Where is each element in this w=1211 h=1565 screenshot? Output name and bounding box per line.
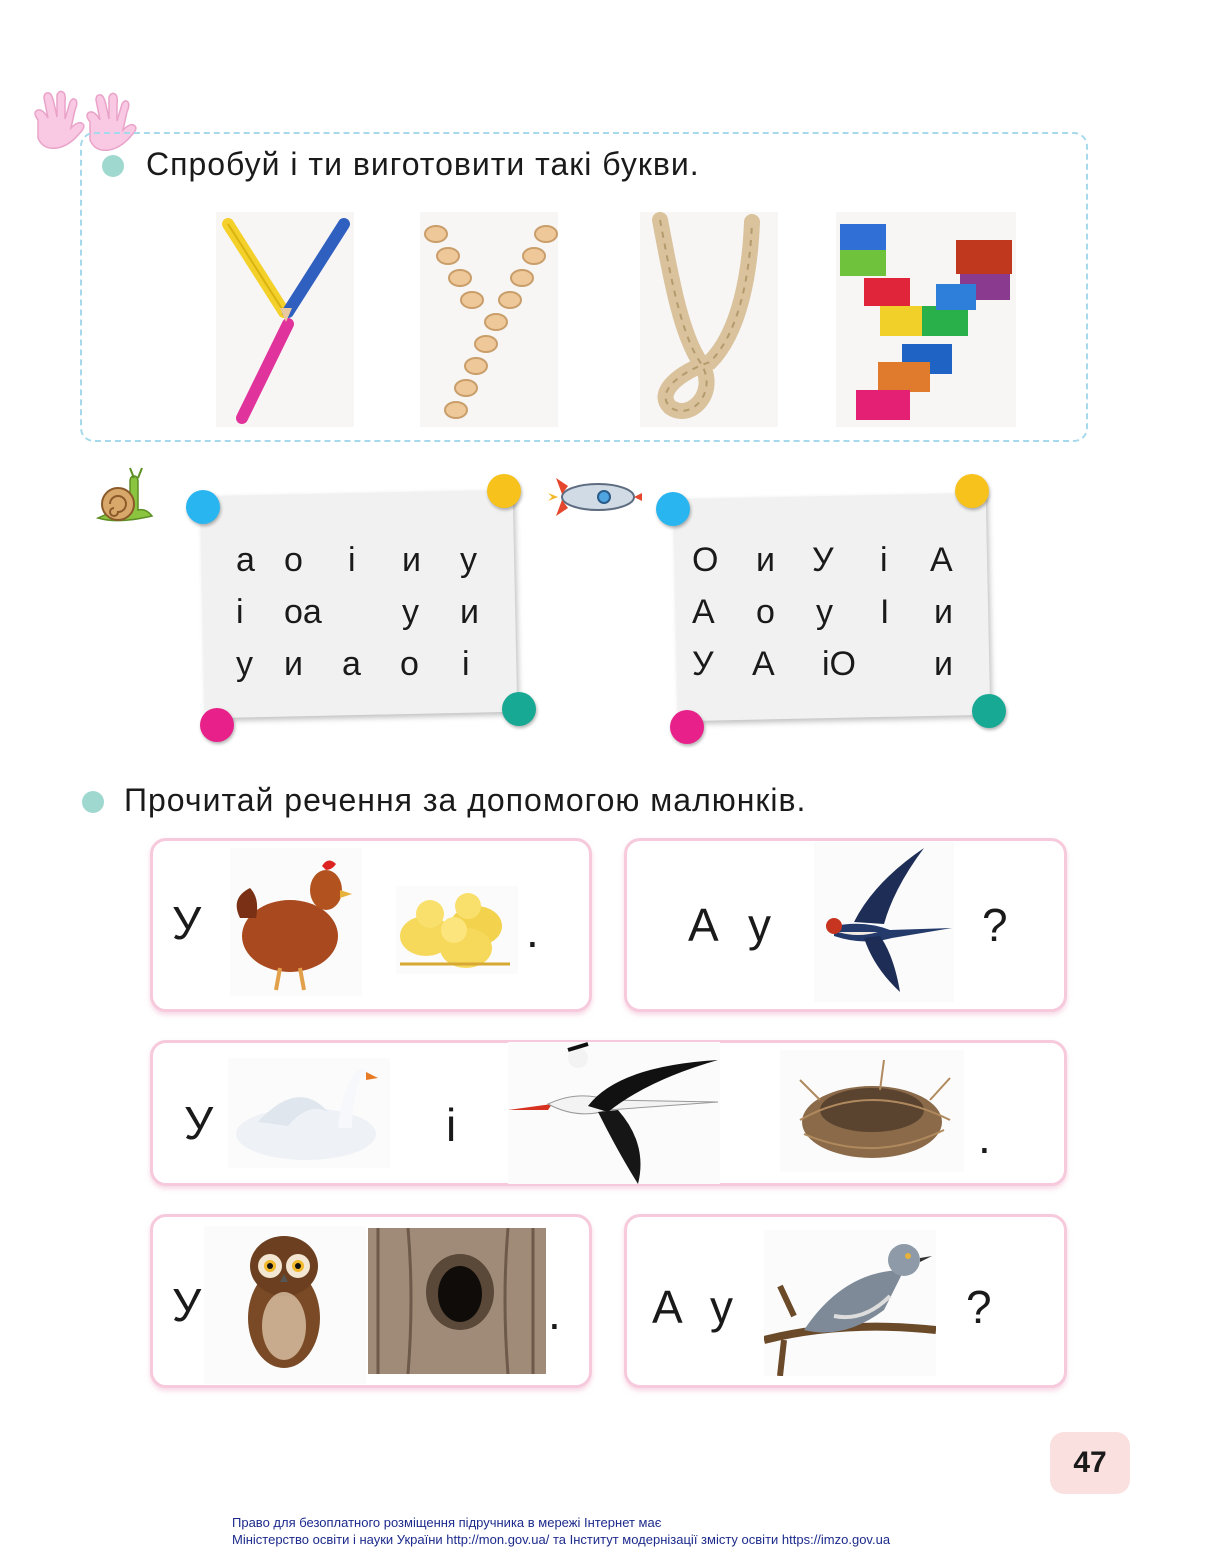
grid-letter: и xyxy=(460,593,479,631)
nest-image xyxy=(780,1050,964,1172)
grid-letter: О xyxy=(692,541,719,579)
sentence-end: ? xyxy=(982,899,1008,951)
sentence-word: у xyxy=(710,1281,733,1333)
grid-letter: и xyxy=(756,541,775,579)
rocket-icon xyxy=(548,474,644,520)
bullet-dot xyxy=(82,791,104,813)
bullet-dot xyxy=(102,155,124,177)
grid-letter: І xyxy=(880,593,890,631)
grid-letter: у xyxy=(236,645,253,683)
grid-letter: і xyxy=(462,645,470,683)
sentence-word: У xyxy=(172,1279,202,1331)
swallow-image xyxy=(814,842,954,1002)
grid-letter: У xyxy=(812,541,834,579)
sentence-end: ? xyxy=(966,1281,992,1333)
grid-letter: у xyxy=(402,593,419,631)
grid-letter: у xyxy=(816,593,833,631)
pasta-letter-image xyxy=(420,212,558,427)
hen-image xyxy=(230,848,362,996)
read-instruction: Прочитай речення за допомогою малюнків. xyxy=(124,782,807,818)
pin-yellow xyxy=(487,474,521,508)
grid-letter: А xyxy=(930,541,953,579)
stork-image xyxy=(508,1042,720,1184)
tree-hollow-image xyxy=(368,1228,546,1374)
sentence-word: А xyxy=(688,899,719,951)
footer-line-1: Право для безоплатного розміщення підручника в мережі Інтернет має xyxy=(232,1515,662,1530)
grid-letter: и xyxy=(402,541,421,579)
sentence-word: А xyxy=(652,1281,683,1333)
craft-instruction: Спробуй і ти виготовити такі букви. xyxy=(146,146,700,182)
pin-blue xyxy=(186,490,220,524)
pencil-letter-image xyxy=(216,212,354,427)
cuckoo-image xyxy=(764,1230,936,1376)
lego-letter-image xyxy=(836,212,1016,427)
snail-icon xyxy=(94,466,158,526)
grid-letter: о xyxy=(284,541,303,579)
sentence-end: . xyxy=(978,1111,991,1163)
grid-letter: А xyxy=(692,593,715,631)
grid-letter: о xyxy=(756,593,775,631)
grid-letter: у xyxy=(460,541,477,579)
sentence-end: . xyxy=(548,1287,561,1339)
grid-letter: і xyxy=(236,593,244,631)
grid-letter: и xyxy=(934,593,953,631)
grid-letter: і xyxy=(348,541,356,579)
sentence-word: і xyxy=(446,1099,457,1151)
grid-letter: и xyxy=(284,645,303,683)
grid-letter: и xyxy=(934,645,953,683)
grid-letter: а xyxy=(342,645,361,683)
chicks-image xyxy=(396,886,518,974)
sentence-word: у xyxy=(748,899,771,951)
grid-letter: іО xyxy=(822,645,856,683)
rope-letter-image xyxy=(640,212,778,427)
grid-letter: і xyxy=(880,541,888,579)
owl-image xyxy=(204,1226,366,1384)
pin-pink xyxy=(670,710,704,744)
swan-image xyxy=(228,1058,390,1168)
grid-letter: о xyxy=(400,645,419,683)
page-number: 47 xyxy=(1050,1432,1130,1494)
grid-letter: оа xyxy=(284,593,322,631)
pin-teal xyxy=(972,694,1006,728)
pin-yellow xyxy=(955,474,989,508)
grid-letter: а xyxy=(236,541,255,579)
pin-teal xyxy=(502,692,536,726)
grid-letter: У xyxy=(692,645,714,683)
pin-pink xyxy=(200,708,234,742)
sentence-word: У xyxy=(172,897,202,949)
sentence-word: У xyxy=(184,1097,214,1149)
grid-letter: А xyxy=(752,645,775,683)
pin-blue xyxy=(656,492,690,526)
footer-line-2: Міністерство освіти і науки України http://mon.gov.ua/ та Інститут модернізації змісту освіти https://imzo.gov.ua xyxy=(232,1532,891,1547)
sentence-end: . xyxy=(526,905,539,957)
